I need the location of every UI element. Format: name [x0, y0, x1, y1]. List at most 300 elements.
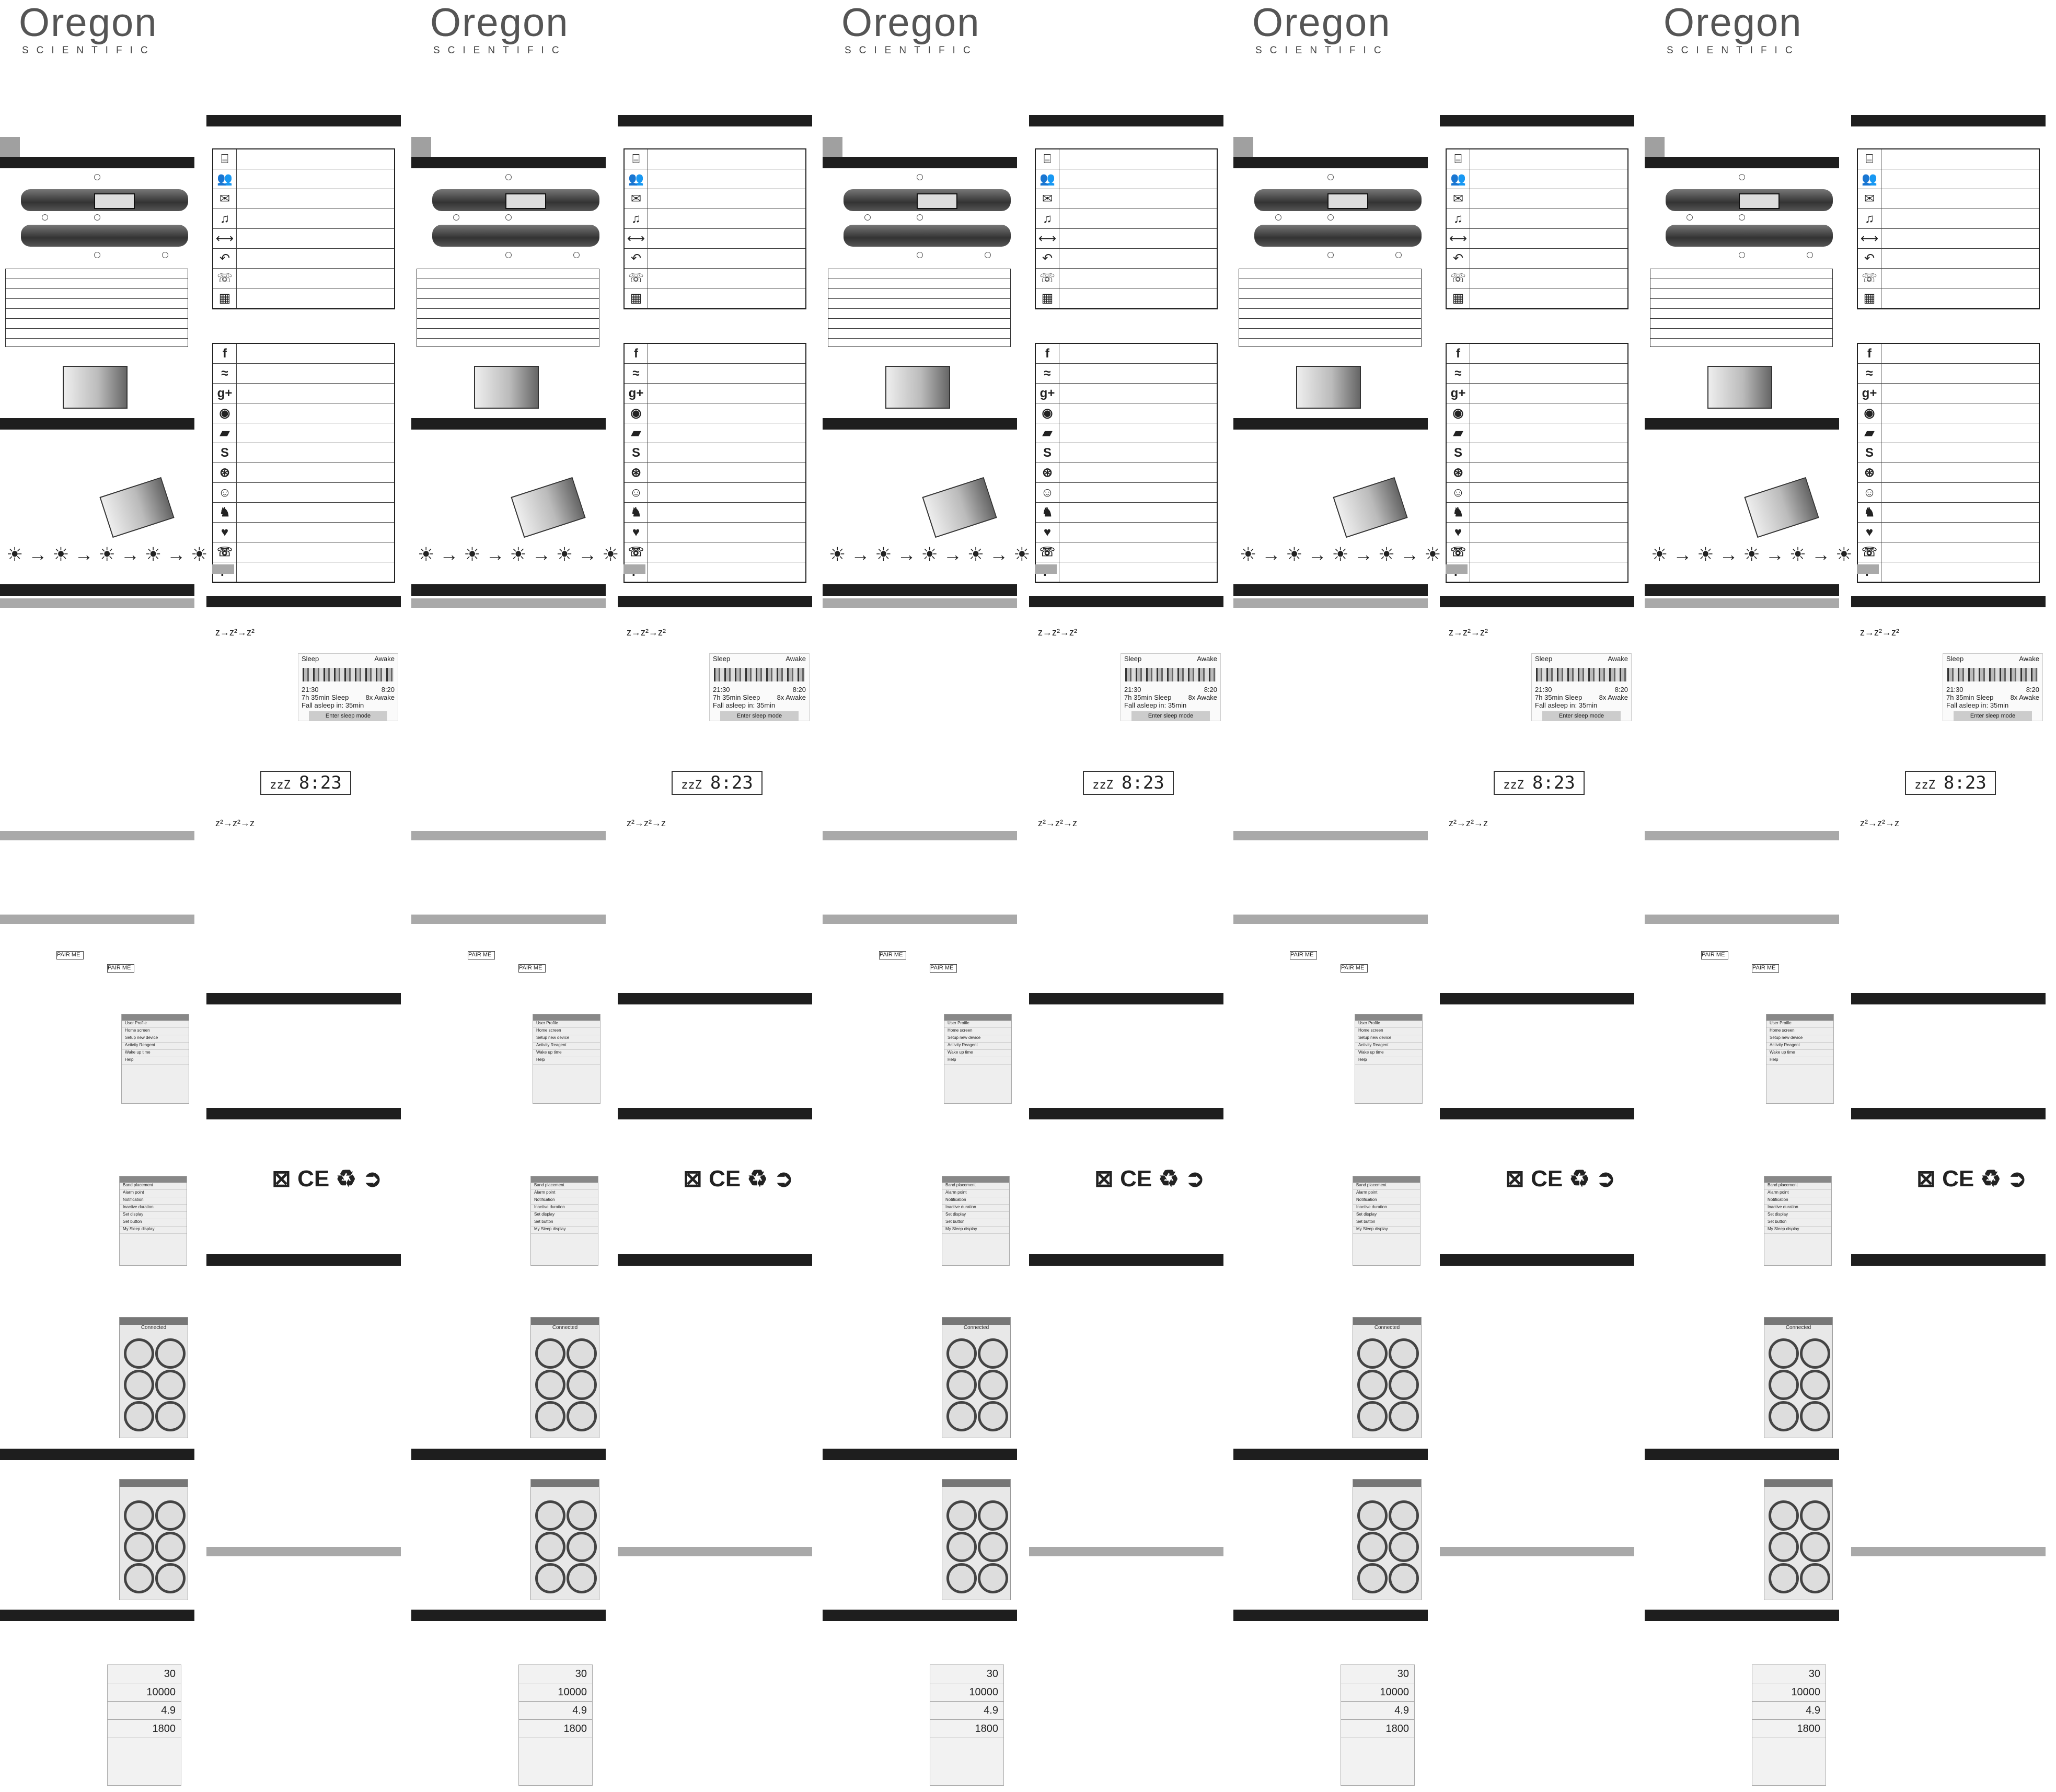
activity-ring-icon[interactable]	[1389, 1532, 1419, 1562]
icon-row	[1858, 169, 2039, 189]
activity-ring-icon[interactable]	[1769, 1401, 1799, 1431]
settings-item[interactable]: Activity Reagent	[944, 1043, 1011, 1050]
pair-me-button[interactable]: PAIR ME	[468, 951, 495, 959]
device-settings-item[interactable]: Alarm point	[531, 1190, 598, 1197]
facebook-icon: f	[1858, 344, 1881, 363]
spec-table	[1239, 269, 1422, 347]
activity-ring-icon[interactable]	[1389, 1563, 1419, 1593]
activity-ring-icon[interactable]	[978, 1338, 1008, 1369]
settings-item[interactable]: Activity Reagent	[122, 1043, 189, 1050]
device-settings-item[interactable]: Band placement	[942, 1183, 1009, 1190]
line-icon: ◉	[625, 403, 648, 423]
clock-time: 8:23	[710, 772, 753, 793]
device-settings-item[interactable]: Inactive duration	[1353, 1205, 1420, 1212]
fall-asleep: Fall asleep in: 35min	[1946, 701, 2009, 709]
device-settings-item[interactable]: My Sleep display	[1764, 1227, 1831, 1234]
icon-row	[625, 443, 805, 463]
pair-me-button[interactable]: PAIR ME	[1701, 951, 1728, 959]
icon-row	[1036, 209, 1217, 229]
activity-ring-icon[interactable]	[1357, 1500, 1388, 1531]
music-icon: ♫	[1447, 209, 1470, 228]
settings-item[interactable]: Help	[1766, 1057, 1833, 1065]
connected-label: Connected	[1374, 1325, 1400, 1331]
whatsapp-icon: ☏	[1447, 542, 1470, 562]
activity-ring-icon[interactable]	[535, 1563, 565, 1593]
settings-item[interactable]: User Profile	[1355, 1021, 1422, 1028]
whatsapp-icon: ☏	[1858, 542, 1881, 562]
settings-header	[533, 1014, 600, 1021]
settings-item[interactable]: Home screen	[1766, 1028, 1833, 1035]
settings-item[interactable]: Help	[1355, 1057, 1422, 1065]
activity-ring-icon[interactable]	[946, 1338, 977, 1369]
usb-dongle-drawing	[1333, 477, 1407, 538]
activity-ring-icon[interactable]	[1769, 1370, 1799, 1400]
activity-ring-icon[interactable]	[1389, 1338, 1419, 1369]
device-settings-screen	[119, 1176, 187, 1266]
activity-ring-icon[interactable]	[155, 1338, 186, 1369]
activity-ring-icon[interactable]	[978, 1563, 1008, 1593]
sleep-card	[1943, 653, 2043, 721]
icon-row	[625, 249, 805, 269]
dashboard-screen	[530, 1317, 599, 1438]
icon-row	[1036, 229, 1217, 249]
connected-label: Connected	[141, 1325, 167, 1331]
whatsapp-icon: ☏	[1036, 542, 1059, 562]
activity-ring-icon[interactable]	[124, 1532, 154, 1562]
messenger-icon: ≈	[213, 364, 237, 383]
callout-marker	[1739, 252, 1745, 258]
device-settings-item[interactable]: Notification	[531, 1197, 598, 1205]
device-settings-item[interactable]: Alarm point	[1764, 1190, 1831, 1197]
device-settings-item[interactable]: Alarm point	[942, 1190, 1009, 1197]
settings-item[interactable]: Setup new device	[944, 1035, 1011, 1043]
enter-sleep-mode-button[interactable]: Enter sleep mode	[309, 711, 387, 721]
device-settings-item[interactable]: Notification	[120, 1197, 187, 1205]
weee-icon: ⊠	[1505, 1166, 1531, 1192]
settings-item[interactable]: Wake up time	[122, 1050, 189, 1057]
settings-item[interactable]: User Profile	[533, 1021, 600, 1028]
sleep-sequence-forward: z→z²→z²	[627, 627, 666, 638]
activity-ring-icon[interactable]	[946, 1532, 977, 1562]
settings-item[interactable]: Help	[944, 1057, 1011, 1065]
activity-ring-icon[interactable]	[567, 1401, 597, 1431]
ce-mark: CE	[1120, 1166, 1152, 1192]
activity-ring-icon[interactable]	[1800, 1532, 1830, 1562]
settings-item[interactable]: Setup new device	[122, 1035, 189, 1043]
device-settings-item[interactable]: My Sleep display	[120, 1227, 187, 1234]
device-settings-item[interactable]: My Sleep display	[1353, 1227, 1420, 1234]
charging-indicator-sequence: ☀ → ☀ → ☀ → ☀ → ☀	[1651, 544, 1853, 565]
icon-row	[213, 229, 394, 249]
section-bar	[823, 157, 1017, 168]
settings-item[interactable]: Help	[533, 1057, 600, 1065]
bed-time: 21:30	[1535, 686, 1552, 693]
messenger-icon: ≈	[625, 364, 648, 383]
dashboard-header	[942, 1479, 1010, 1487]
section-bar	[1029, 993, 1223, 1004]
messenger-icon: ≈	[1858, 364, 1881, 383]
settings-screen	[1355, 1014, 1423, 1104]
spec-row	[828, 319, 1010, 329]
callout-marker	[864, 214, 871, 221]
device-settings-item[interactable]: Set button	[1764, 1219, 1831, 1227]
device-settings-item[interactable]: Alarm point	[1353, 1190, 1420, 1197]
pair-me-button[interactable]: PAIR ME	[930, 964, 957, 973]
activity-ring-icon[interactable]	[1357, 1401, 1388, 1431]
activity-ring-icon[interactable]	[1800, 1370, 1830, 1400]
activity-ring-icon[interactable]	[124, 1500, 154, 1531]
sleep-clock-display	[1905, 771, 1996, 795]
activity-ring-icon[interactable]	[1800, 1563, 1830, 1593]
enter-sleep-mode-button[interactable]: Enter sleep mode	[720, 711, 799, 721]
activity-ring-icon[interactable]	[535, 1401, 565, 1431]
settings-item[interactable]: Home screen	[533, 1028, 600, 1035]
device-settings-item[interactable]: Set display	[531, 1212, 598, 1219]
section-subbar	[823, 831, 1017, 840]
device-settings-item[interactable]: Band placement	[1353, 1183, 1420, 1190]
activity-ring-icon[interactable]	[946, 1563, 977, 1593]
device-settings-item[interactable]: Set display	[1353, 1212, 1420, 1219]
activity-ring-icon[interactable]	[1800, 1338, 1830, 1369]
band-screen	[917, 193, 957, 209]
activity-ring-icon[interactable]	[535, 1500, 565, 1531]
weibo-icon: ⊛	[1447, 463, 1470, 482]
activity-ring-icon[interactable]	[946, 1370, 977, 1400]
qq-icon: ♞	[1036, 503, 1059, 522]
section-tab	[1645, 137, 1665, 158]
icon-row	[1447, 542, 1627, 562]
wake-time: 8:20	[381, 686, 395, 693]
icon-row	[213, 384, 394, 403]
device-settings-item[interactable]: Inactive duration	[942, 1205, 1009, 1212]
dashboard-header	[120, 1317, 188, 1325]
device-settings-item[interactable]: Set button	[942, 1219, 1009, 1227]
activity-ring-icon[interactable]	[1769, 1532, 1799, 1562]
manual-panel	[1645, 0, 2056, 1792]
stats-screen	[518, 1664, 593, 1786]
ce-mark: CE	[1942, 1166, 1974, 1192]
fall-asleep: Fall asleep in: 35min	[1535, 701, 1598, 709]
settings-item[interactable]: Home screen	[122, 1028, 189, 1035]
activity-ring-icon[interactable]	[155, 1532, 186, 1562]
sleep-summary	[298, 693, 398, 701]
section-bar	[1645, 1449, 1839, 1460]
settings-item[interactable]: Setup new device	[533, 1035, 600, 1043]
icon-row	[1447, 269, 1627, 288]
pair-me-button[interactable]: PAIR ME	[879, 951, 906, 959]
device-settings-item[interactable]: My Sleep display	[531, 1227, 598, 1234]
icon-row	[1036, 249, 1217, 269]
device-settings-item[interactable]: Notification	[942, 1197, 1009, 1205]
sleep-clock-display	[260, 771, 351, 795]
settings-item[interactable]: User Profile	[122, 1021, 189, 1028]
icon-row	[1858, 403, 2039, 423]
activity-ring-icon[interactable]	[567, 1338, 597, 1369]
icon-row	[1036, 562, 1217, 582]
enter-sleep-mode-button[interactable]: Enter sleep mode	[1954, 711, 2032, 721]
notification-icon-table	[1035, 148, 1218, 309]
icon-row	[213, 463, 394, 483]
activity-ring-icon[interactable]	[124, 1338, 154, 1369]
music-icon: ♫	[1036, 209, 1059, 228]
activity-ring-icon[interactable]	[124, 1401, 154, 1431]
icon-row	[1858, 523, 2039, 542]
callout-marker	[1739, 174, 1745, 180]
device-settings-item[interactable]: Set button	[1353, 1219, 1420, 1227]
activity-ring-icon[interactable]	[1357, 1532, 1388, 1562]
device-settings-item[interactable]: Band placement	[120, 1183, 187, 1190]
icon-row	[625, 288, 805, 308]
settings-item[interactable]: Wake up time	[1766, 1050, 1833, 1057]
activity-ring-icon[interactable]	[155, 1500, 186, 1531]
activity-ring-icon[interactable]	[535, 1370, 565, 1400]
section-bar	[1645, 157, 1839, 168]
settings-item[interactable]: Home screen	[944, 1028, 1011, 1035]
device-settings-item[interactable]: Set button	[120, 1219, 187, 1227]
callout-marker	[1327, 252, 1334, 258]
device-settings-item[interactable]: Notification	[1353, 1197, 1420, 1205]
dashboard-screen	[1353, 1479, 1422, 1600]
activity-ring-icon[interactable]	[124, 1370, 154, 1400]
activity-ring-icon[interactable]	[1357, 1370, 1388, 1400]
activity-ring-icon[interactable]	[155, 1563, 186, 1593]
settings-item[interactable]: Activity Reagent	[1355, 1043, 1422, 1050]
section-subbar	[1857, 564, 1879, 574]
twitter-icon: ♥	[1447, 523, 1470, 542]
activity-ring-icon[interactable]	[1357, 1338, 1388, 1369]
activity-ring-icon[interactable]	[567, 1563, 597, 1593]
activity-ring-icon[interactable]	[978, 1401, 1008, 1431]
spec-row	[6, 309, 188, 319]
settings-item[interactable]: Wake up time	[533, 1050, 600, 1057]
pair-me-button[interactable]: PAIR ME	[1290, 951, 1317, 959]
device-settings-item[interactable]: Set display	[1764, 1212, 1831, 1219]
stat-distance: 4.9	[1341, 1702, 1414, 1720]
activity-ring-icon[interactable]	[535, 1338, 565, 1369]
googleplus-icon: g+	[1858, 384, 1881, 403]
spec-table	[828, 269, 1011, 347]
icon-row	[213, 288, 394, 308]
sleep-graph	[1125, 668, 1216, 681]
icon-row	[1447, 229, 1627, 249]
device-settings-item[interactable]: Notification	[1764, 1197, 1831, 1205]
activity-ring-icon[interactable]	[1357, 1563, 1388, 1593]
sleep-summary	[710, 693, 809, 701]
spec-row	[828, 269, 1010, 279]
compliance-marks	[1094, 1165, 1205, 1192]
fall-asleep: Fall asleep in: 35min	[302, 701, 364, 709]
section-bar	[1029, 115, 1223, 126]
spec-table	[417, 269, 599, 347]
section-subbar	[0, 831, 194, 840]
pair-me-button[interactable]: PAIR ME	[1341, 964, 1368, 973]
twitter-icon: ♥	[1858, 523, 1881, 542]
line-icon: ◉	[1858, 403, 1881, 423]
device-settings-item[interactable]: Band placement	[1764, 1183, 1831, 1190]
icon-row	[1036, 288, 1217, 308]
brand-wordmark: Oregon	[1664, 1, 1803, 45]
activity-ring-icon[interactable]	[946, 1500, 977, 1531]
device-settings-screen	[1353, 1176, 1420, 1266]
device-settings-header	[942, 1176, 1009, 1183]
activity-ring-icon[interactable]	[124, 1563, 154, 1593]
dashboard-header	[1353, 1317, 1421, 1325]
dashboard-screen	[942, 1479, 1011, 1600]
calendar-icon: ▦	[625, 288, 648, 308]
usb-dongle-drawing	[885, 366, 950, 409]
callout-marker	[162, 252, 168, 258]
icon-row	[625, 403, 805, 423]
activity-ring-icon[interactable]	[1389, 1401, 1419, 1431]
settings-item[interactable]: Setup new device	[1766, 1035, 1833, 1043]
icon-row	[213, 542, 394, 562]
icon-row	[1447, 423, 1627, 443]
device-settings-item[interactable]: My Sleep display	[942, 1227, 1009, 1234]
spec-row	[417, 299, 599, 309]
icon-row	[625, 562, 805, 582]
section-tab	[0, 137, 20, 158]
icon-row	[625, 503, 805, 523]
section-bar	[1851, 1254, 2046, 1266]
icon-row	[625, 542, 805, 562]
activity-ring-icon[interactable]	[567, 1532, 597, 1562]
section-bar	[411, 418, 606, 430]
section-bar	[206, 1254, 401, 1266]
settings-item[interactable]: Home screen	[1355, 1028, 1422, 1035]
activity-ring-icon[interactable]	[978, 1532, 1008, 1562]
callout-marker	[1807, 252, 1813, 258]
charging-indicator-sequence: ☀ → ☀ → ☀ → ☀ → ☀	[1240, 544, 1441, 565]
voicemail-icon: ⌸	[625, 149, 648, 169]
pair-me-button[interactable]: PAIR ME	[1752, 964, 1779, 973]
icon-row	[1036, 423, 1217, 443]
stat-distance: 4.9	[1752, 1702, 1826, 1720]
settings-screen	[533, 1014, 600, 1104]
weee-icon: ⊠	[1094, 1166, 1121, 1192]
twitter-icon: ♥	[625, 523, 648, 542]
settings-item[interactable]: Help	[122, 1057, 189, 1065]
compliance-marks	[272, 1165, 382, 1192]
stat-steps: 10000	[1341, 1683, 1414, 1702]
device-settings-item[interactable]: Set button	[531, 1219, 598, 1227]
callout-marker	[917, 214, 923, 221]
activity-ring-icon[interactable]	[978, 1370, 1008, 1400]
activity-ring-icon[interactable]	[1800, 1500, 1830, 1531]
callout-marker	[1275, 214, 1281, 221]
icon-row	[1858, 463, 2039, 483]
dashboard-header	[120, 1479, 188, 1487]
icon-row	[1447, 503, 1627, 523]
calendar-icon: ▦	[213, 288, 237, 308]
callout-marker	[1687, 214, 1693, 221]
awake-count: 8x Awake	[2010, 693, 2039, 701]
activity-ring-icon[interactable]	[1800, 1401, 1830, 1431]
activity-ring-icon[interactable]	[978, 1500, 1008, 1531]
callout-marker	[1327, 214, 1334, 221]
stat-distance: 4.9	[930, 1702, 1003, 1720]
section-bar	[618, 115, 812, 126]
spec-row	[1650, 269, 1832, 279]
settings-item[interactable]: Wake up time	[1355, 1050, 1422, 1057]
spec-row	[417, 279, 599, 289]
notification-icon-table	[623, 148, 806, 309]
activity-ring-icon[interactable]	[1769, 1500, 1799, 1531]
band-drawing	[844, 189, 1011, 211]
settings-item[interactable]: Setup new device	[1355, 1035, 1422, 1043]
spec-row	[828, 329, 1010, 339]
activity-ring-icon[interactable]	[1389, 1370, 1419, 1400]
device-settings-item[interactable]: Inactive duration	[120, 1205, 187, 1212]
enter-sleep-mode-button[interactable]: Enter sleep mode	[1131, 711, 1210, 721]
sleep-sequence-forward: z→z²→z²	[215, 627, 255, 638]
activity-ring-icon[interactable]	[567, 1370, 597, 1400]
activity-ring-icon[interactable]	[155, 1370, 186, 1400]
icon-row	[213, 364, 394, 384]
device-settings-item[interactable]: Band placement	[531, 1183, 598, 1190]
device-settings-item[interactable]: Alarm point	[120, 1190, 187, 1197]
activity-ring-icon[interactable]	[1769, 1563, 1799, 1593]
wake-time: 8:20	[2026, 686, 2039, 693]
device-settings-item[interactable]: Set display	[120, 1212, 187, 1219]
settings-item[interactable]: User Profile	[944, 1021, 1011, 1028]
chat-icon: ▰	[1858, 423, 1881, 443]
dashboard-screen	[119, 1479, 188, 1600]
section-bar	[1645, 584, 1839, 596]
usb-dongle-drawing	[1296, 366, 1361, 409]
activity-ring-icon[interactable]	[155, 1401, 186, 1431]
call-icon: ☏	[625, 269, 648, 288]
wake-time: 8:20	[792, 686, 806, 693]
spec-row	[828, 289, 1010, 299]
activity-ring-icon[interactable]	[1769, 1338, 1799, 1369]
activity-ring-icon[interactable]	[1389, 1500, 1419, 1531]
activity-ring-icon[interactable]	[535, 1532, 565, 1562]
awake-count: 8x Awake	[365, 693, 395, 701]
settings-item[interactable]: Wake up time	[944, 1050, 1011, 1057]
icon-row	[1858, 542, 2039, 562]
manual-panel	[411, 0, 823, 1792]
stat-active-minutes: 30	[1341, 1665, 1414, 1683]
section-subbar	[1645, 915, 1839, 924]
pair-me-button[interactable]: PAIR ME	[56, 951, 84, 959]
device-settings-item[interactable]: Set display	[942, 1212, 1009, 1219]
compliance-marks	[1916, 1165, 2027, 1192]
icon-row	[1447, 149, 1627, 169]
settings-header	[1355, 1014, 1422, 1021]
pair-me-button[interactable]: PAIR ME	[518, 964, 546, 973]
device-settings-item[interactable]: Inactive duration	[1764, 1205, 1831, 1212]
charging-indicator-sequence: ☀ → ☀ → ☀ → ☀ → ☀	[418, 544, 619, 565]
settings-item[interactable]: Activity Reagent	[533, 1043, 600, 1050]
device-settings-item[interactable]: Inactive duration	[531, 1205, 598, 1212]
section-bar	[618, 1108, 812, 1119]
activity-ring-icon[interactable]	[567, 1500, 597, 1531]
spec-row	[6, 319, 188, 329]
enter-sleep-mode-button[interactable]: Enter sleep mode	[1542, 711, 1621, 721]
recycle-icon: ♻ ➲	[1974, 1166, 2027, 1192]
section-bar	[0, 1449, 194, 1460]
section-bar	[206, 1108, 401, 1119]
settings-item[interactable]: Activity Reagent	[1766, 1043, 1833, 1050]
icon-row	[213, 423, 394, 443]
icon-row	[1036, 503, 1217, 523]
weibo-icon: ⊛	[1858, 463, 1881, 482]
pair-me-button[interactable]: PAIR ME	[107, 964, 134, 973]
sleep-duration: 7h 35min Sleep	[713, 693, 760, 701]
ce-mark: CE	[297, 1166, 330, 1192]
settings-item[interactable]: User Profile	[1766, 1021, 1833, 1028]
activity-ring-icon[interactable]	[946, 1401, 977, 1431]
